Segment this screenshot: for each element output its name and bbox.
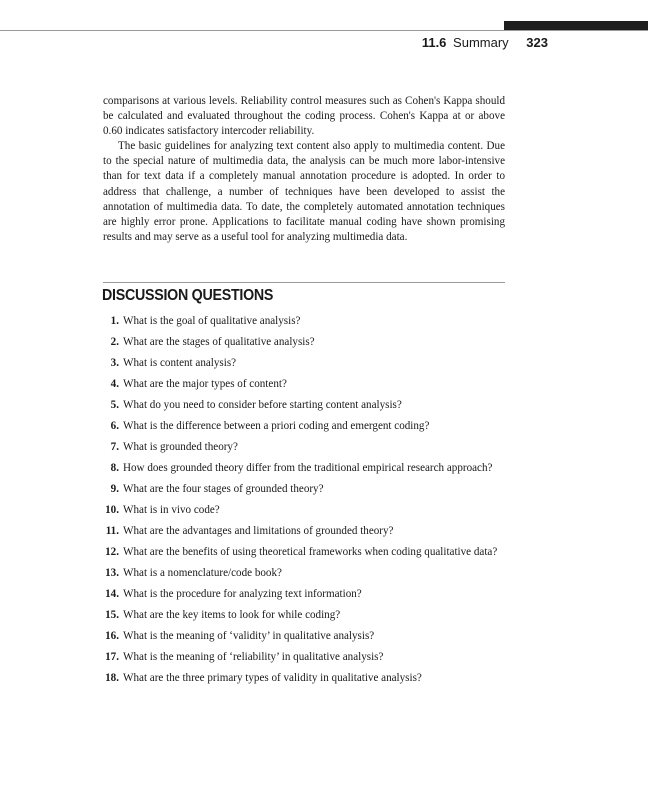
question-text: What is the procedure for analyzing text information? [123,588,362,600]
section-number: 11.6 [421,35,447,50]
list-item [103,566,505,581]
question-text: What is the goal of qualitative analysis? [123,315,301,327]
list-item [103,524,505,539]
question-number: 9. [110,483,119,495]
list-item [103,335,505,350]
question-number: 4. [110,378,119,390]
question-number: 10. [105,504,119,516]
list-item [103,398,505,413]
question-number: 3. [110,357,119,369]
list-item [103,356,505,371]
question-text: What are the major types of content? [123,378,287,390]
question-text: What are the stages of qualitative analysis? [123,336,315,348]
question-text: What are the advantages and limitations of grounded theory? [123,525,394,537]
question-text: What is the difference between a priori coding and emergent coding? [123,420,430,432]
section-heading: DISCUSSION QUESTIONS [102,287,274,304]
list-item [103,461,505,476]
question-text: How does grounded theory differ from the traditional empirical research approach? [123,462,493,474]
question-number: 12. [105,546,119,558]
question-text: What is the meaning of ‘reliability’ in qualitative analysis? [123,651,384,663]
header-rule [0,30,648,31]
section-title: Summary [453,35,509,50]
header-bar [504,21,648,30]
paragraph: comparisons at various levels. Reliability control measures such as Cohen's Kappa should be calculated and evaluated throughout the coding process. Cohen's Kappa at or above 0.60 indicates satisfactory intercoder reliability. [103,95,505,138]
question-number: 7. [110,441,119,453]
running-head [422,35,548,50]
list-item [103,608,505,623]
question-number: 13. [105,567,119,579]
body-text [103,94,505,245]
question-number: 1. [110,315,119,327]
question-text: What is a nomenclature/code book? [123,567,282,579]
question-number: 15. [105,609,119,621]
question-number: 2. [110,336,119,348]
list-item [103,545,505,560]
list-item [103,419,505,434]
question-text: What is grounded theory? [123,441,238,453]
list-item [103,314,505,329]
question-number: 14. [105,588,119,600]
question-text: What is the meaning of ‘validity’ in qualitative analysis? [123,630,375,642]
question-text: What are the four stages of grounded theory? [123,483,324,495]
question-text: What is content analysis? [123,357,237,369]
question-number: 6. [110,420,119,432]
list-item [103,587,505,602]
list-item [103,629,505,644]
page-number: 323 [526,35,548,50]
question-number: 5. [110,399,119,411]
question-text: What are the three primary types of validity in qualitative analysis? [123,672,422,684]
question-text: What are the benefits of using theoretical frameworks when coding qualitative data? [123,546,498,558]
discussion-questions-list [103,314,505,692]
question-text: What are the key items to look for while coding? [123,609,341,621]
question-text: What is in vivo code? [123,504,220,516]
question-number: 8. [110,462,119,474]
question-number: 16. [105,630,119,642]
list-item [103,671,505,686]
question-text: What do you need to consider before starting content analysis? [123,399,402,411]
list-item [103,650,505,665]
list-item [103,503,505,518]
paragraph: The basic guidelines for analyzing text content also apply to multimedia content. Due to the special nature of multimedia data, the analysis can be much more labor-intensive than for text data if a completely manual annotation procedure is adopted. In order to address that challenge, a number of techniques have been developed to assist the annotation of multimedia data. To date, the completely automated annotation techniques are highly error prone. Applications to facilitate manual coding have shown promising results and may serve as a useful tool for analyzing multimedia data. [103,140,505,243]
question-number: 18. [105,672,119,684]
list-item [103,440,505,455]
list-item [103,377,505,392]
section-divider [103,282,505,283]
list-item [103,482,505,497]
question-number: 17. [105,651,119,663]
question-number: 11. [105,525,119,537]
